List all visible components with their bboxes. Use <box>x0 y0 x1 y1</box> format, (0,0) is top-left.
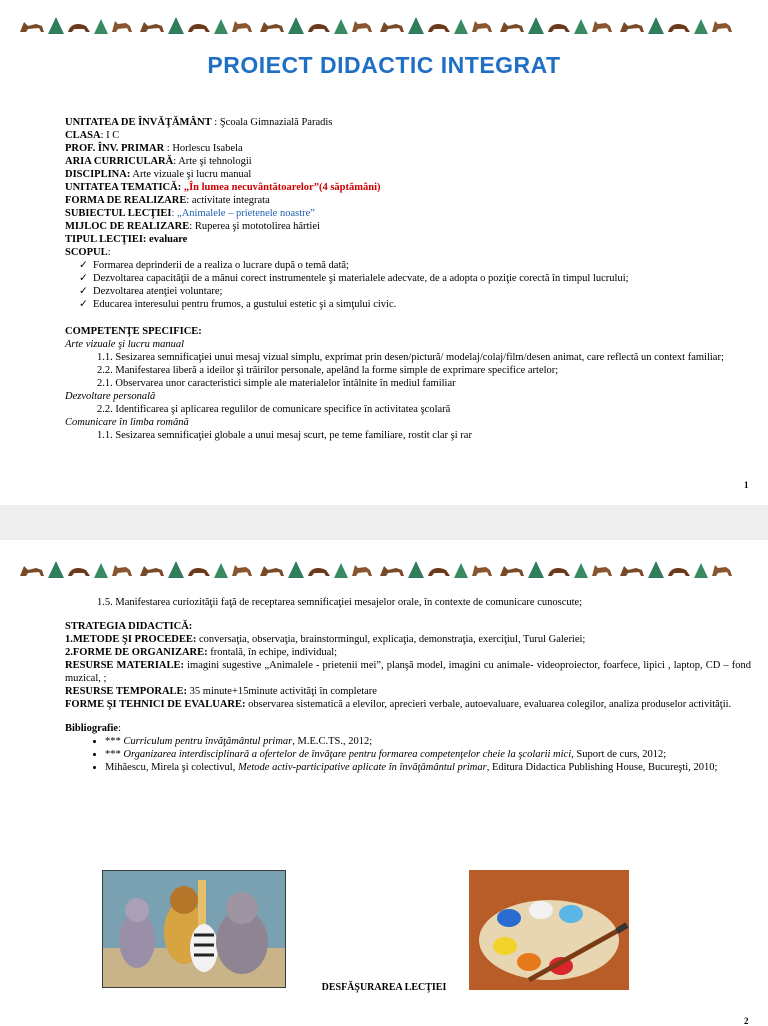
field-metode: 1.METODE ŞI PROCEDEE: conversaţia, observaţia, brainstormingul, explicaţia, demonstraţia, exerciţiul, Turul Galeriei; <box>65 634 586 645</box>
page-title: PROIECT DIDACTIC INTEGRAT <box>207 52 561 78</box>
bibliografie-list <box>65 735 751 774</box>
list-item: • Mihăescu, Mirela şi colectivul, Metode activ-participative aplicate în învăţământul primar, Editura Didactica Publishing House, Bucureşti, 2010; <box>105 761 751 774</box>
field-resurse-temporale: RESURSE TEMPORALE: 35 minute+15minute activităţi în completare <box>65 686 377 697</box>
list-item: ✓ Dezvoltarea atenţiei voluntare; <box>79 286 223 297</box>
list-item: ✓ Dezvoltarea capacităţii de a mânui corect instrumentele şi materialele adecvate, de a adopta o poziţie corectă în timpul lucrului; <box>79 273 629 284</box>
comunicare-label: Comunicare în limba română <box>65 417 189 428</box>
list-item: ✓ Educarea interesului pentru frumos, a gustului estetic şi a simţului civic. <box>79 299 397 310</box>
list-item: ✓ Formarea deprinderii de a realiza o lucrare după o temă dată; <box>79 260 349 271</box>
checkmark-icon: ✓ <box>79 260 88 271</box>
field-scopul: SCOPUL: <box>65 247 111 258</box>
strategia-heading: STRATEGIA DIDACTICĂ: <box>65 621 193 632</box>
checkmark-icon: ✓ <box>79 299 88 310</box>
list-item: • *** Curriculum pentru învăţământul primar, M.E.C.TS., 2012; <box>105 735 751 748</box>
field-evaluare: FORME ŞI TEHNICI DE EVALUARE: observarea sistematică a elevilor, aprecieri verbale, autoevaluare, evaluarea colegilor, analiza produselor activităţii. <box>65 699 732 710</box>
field-tematica: UNITATEA TEMATICĂ: „În lumea necuvântătoarelor”(4 săptămâni) <box>65 182 381 193</box>
field-forme: 2.FORME DE ORGANIZARE: frontală, în echipe, individual; <box>65 647 338 658</box>
info-block-2 <box>65 596 751 774</box>
com-1-1: 1.1. Sesizarea semnificaţiei globale a unui mesaj scurt, pe teme familiare, rostit clar şi rar <box>97 430 472 441</box>
animal-border-top <box>18 558 750 580</box>
dezvoltare-label: Dezvoltare personală <box>65 391 156 402</box>
animal-border-top <box>18 14 750 36</box>
animals-cartoon-image <box>102 870 286 988</box>
dezv-2-2: 2.2. Identificarea şi aplicarea regulilor de comunicare specifice în activitatea şcolară <box>97 404 451 415</box>
comp-1-5: 1.5. Manifestarea curiozităţii faţă de receptarea semnificaţiei mesajelor orale, în contexte de comunicare cunoscute; <box>97 597 583 608</box>
page-number: 1 <box>744 480 749 490</box>
comp-2-2: 2.2. Manifestarea liberă a ideilor şi trăirilor personale, apelând la forme simple de exprimare specifice artelor; <box>97 365 559 376</box>
comp-1-1: 1.1. Sesizarea semnificaţiei unui mesaj vizual simplu, exprimat prin desen/pictură/ modelaj/colaj/film/desen animat, care reflectă un context familiar; <box>97 352 724 363</box>
field-resurse-materiale: RESURSE MATERIALE: imagini sugestive „Animalele - prietenii mei”, planşă model, imagini cu animale- videoproiector, foarfece, lipici , laptop, CD – fond muzical, ; <box>65 660 751 684</box>
comp-2-1: 2.1. Observarea unor caracteristici simple ale materialelor întâlnite în mediul familiar <box>97 378 456 389</box>
field-prof: PROF. ÎNV. PRIMAR : Horlescu Isabela <box>65 143 243 154</box>
field-aria: ARIA CURRICULARĂ: Arte şi tehnologii <box>65 156 252 167</box>
checkmark-icon: ✓ <box>79 273 88 284</box>
competente-heading: COMPETENŢE SPECIFICE: <box>65 326 202 337</box>
info-block <box>65 116 751 442</box>
field-subiect: SUBIECTUL LECŢIEI: „Animalele – prietenele noastre” <box>65 208 315 219</box>
field-clasa: CLASA: I C <box>65 130 120 141</box>
scopul-list <box>65 259 751 311</box>
list-item: • *** Organizarea interdisciplinară a ofertelor de învăţare pentru formarea competenţelor cheie la şcolarii mici, Suport de curs, 2012; <box>105 748 751 761</box>
field-forma: FORMA DE REALIZARE: activitate integrata <box>65 195 270 206</box>
bibliografie-heading: Bibliografie: <box>65 723 122 734</box>
checkmark-icon: ✓ <box>79 286 88 297</box>
paint-palette-image <box>469 870 629 990</box>
arte-label: Arte vizuale şi lucru manual <box>65 339 184 350</box>
page-gap <box>0 505 768 540</box>
field-mijloc: MIJLOC DE REALIZARE: Ruperea şi mototolirea hârtiei <box>65 221 320 232</box>
desfasurare-heading: DESFĂŞURAREA LECŢIEI <box>321 982 447 993</box>
field-disciplina: DISCIPLINA: Arte vizuale şi lucru manual <box>65 169 252 180</box>
page-1 <box>0 0 768 505</box>
page-number: 2 <box>744 1016 749 1026</box>
field-tipul: TIPUL LECŢIEI: evaluare <box>65 234 188 245</box>
field-unitate: UNITATEA DE ÎNVĂŢĂMÂNT : Şcoala Gimnazială Paradis <box>65 117 333 128</box>
page-2 <box>0 540 768 1024</box>
